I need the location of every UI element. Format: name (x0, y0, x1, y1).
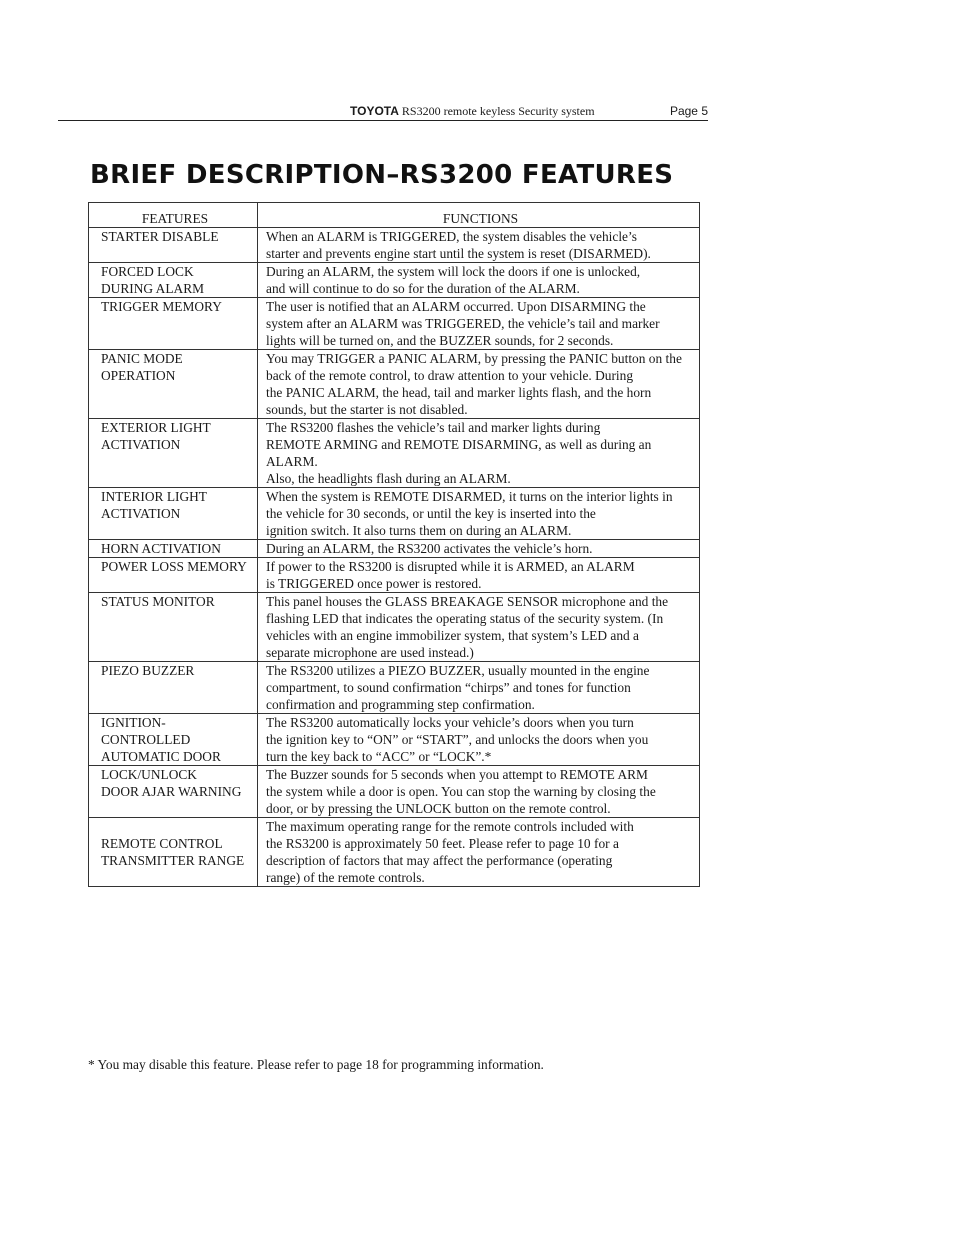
feature-cell: TRIGGER MEMORY (89, 298, 258, 350)
features-table (88, 202, 700, 887)
function-cell: During an ALARM, the RS3200 activates the vehicle’s horn. (258, 540, 700, 558)
function-cell: The maximum operating range for the remote controls included with the RS3200 is approximately 50 feet. Please refer to page 10 for a description of factors that may affect the performance (operating range) of the remote controls. (258, 818, 700, 887)
feature-cell: IGNITION- CONTROLLED AUTOMATIC DOOR (89, 714, 258, 766)
feature-cell: STARTER DISABLE (89, 228, 258, 263)
feature-cell: REMOTE CONTROL TRANSMITTER RANGE (89, 818, 258, 887)
table-row (89, 540, 700, 558)
function-cell: When the system is REMOTE DISARMED, it turns on the interior lights in the vehicle for 30 seconds, or until the key is inserted into the ignition switch. It also turns them on during an ALARM. (258, 488, 700, 540)
table-row (89, 714, 700, 766)
features-column-header: FEATURES (89, 203, 258, 228)
header-brand: TOYOTA (350, 104, 399, 118)
feature-cell: EXTERIOR LIGHT ACTIVATION (89, 419, 258, 488)
function-cell: If power to the RS3200 is disrupted while it is ARMED, an ALARM is TRIGGERED once power is restored. (258, 558, 700, 593)
page-title: BRIEF DESCRIPTION–RS3200 FEATURES (90, 160, 674, 190)
feature-cell: PIEZO BUZZER (89, 662, 258, 714)
function-cell: The RS3200 automatically locks your vehicle’s doors when you turn the ignition key to “ON” or “START”, and unlocks the doors when you turn the key back to “ACC” or “LOCK”.* (258, 714, 700, 766)
table-row (89, 662, 700, 714)
function-cell: The RS3200 utilizes a PIEZO BUZZER, usually mounted in the engine compartment, to sound confirmation “chirps” and tones for function confirmation and programming step confirmation. (258, 662, 700, 714)
table-row (89, 419, 700, 488)
function-cell: You may TRIGGER a PANIC ALARM, by pressing the PANIC button on the back of the remote control, to draw attention to your vehicle. During the PANIC ALARM, the head, tail and marker lights flash, and the horn sounds, but the starter is not disabled. (258, 350, 700, 419)
function-cell: This panel houses the GLASS BREAKAGE SENSOR microphone and the flashing LED that indicates the operating status of the security system. (In vehicles with an engine immobilizer system, that system’s LED and a separate microphone are used instead.) (258, 593, 700, 662)
feature-cell: PANIC MODE OPERATION (89, 350, 258, 419)
feature-cell: HORN ACTIVATION (89, 540, 258, 558)
page-header (58, 104, 708, 121)
header-title (350, 104, 595, 119)
function-cell: The user is notified that an ALARM occurred. Upon DISARMING the system after an ALARM was TRIGGERED, the vehicle’s tail and marker lights will be turned on, and the BUZZER sounds, for 2 seconds. (258, 298, 700, 350)
feature-cell: LOCK/UNLOCK DOOR AJAR WARNING (89, 766, 258, 818)
table-row (89, 766, 700, 818)
header-subtitle: RS3200 remote keyless Security system (401, 104, 595, 118)
functions-column-header: FUNCTIONS (258, 203, 700, 228)
table-row (89, 263, 700, 298)
table-row (89, 228, 700, 263)
feature-cell: POWER LOSS MEMORY (89, 558, 258, 593)
feature-cell: INTERIOR LIGHT ACTIVATION (89, 488, 258, 540)
table-row (89, 298, 700, 350)
function-cell: When an ALARM is TRIGGERED, the system disables the vehicle’s starter and prevents engine start until the system is reset (DISARMED). (258, 228, 700, 263)
function-cell: The RS3200 flashes the vehicle’s tail and marker lights during REMOTE ARMING and REMOTE DISARMING, as well as during an ALARM. Also, the headlights flash during an ALARM. (258, 419, 700, 488)
table-row (89, 488, 700, 540)
table-row (89, 558, 700, 593)
page-number: Page 5 (669, 104, 708, 118)
table-row (89, 593, 700, 662)
function-cell: The Buzzer sounds for 5 seconds when you attempt to REMOTE ARM the system while a door is open. You can stop the warning by closing the door, or by pressing the UNLOCK button on the remote control. (258, 766, 700, 818)
function-cell: During an ALARM, the system will lock the doors if one is unlocked, and will continue to do so for the duration of the ALARM. (258, 263, 700, 298)
footnote: * You may disable this feature. Please refer to page 18 for programming information. (88, 1057, 544, 1072)
feature-cell: STATUS MONITOR (89, 593, 258, 662)
table-header-row (89, 203, 700, 228)
table-row (89, 350, 700, 419)
table-row (89, 818, 700, 887)
feature-cell: FORCED LOCK DURING ALARM (89, 263, 258, 298)
